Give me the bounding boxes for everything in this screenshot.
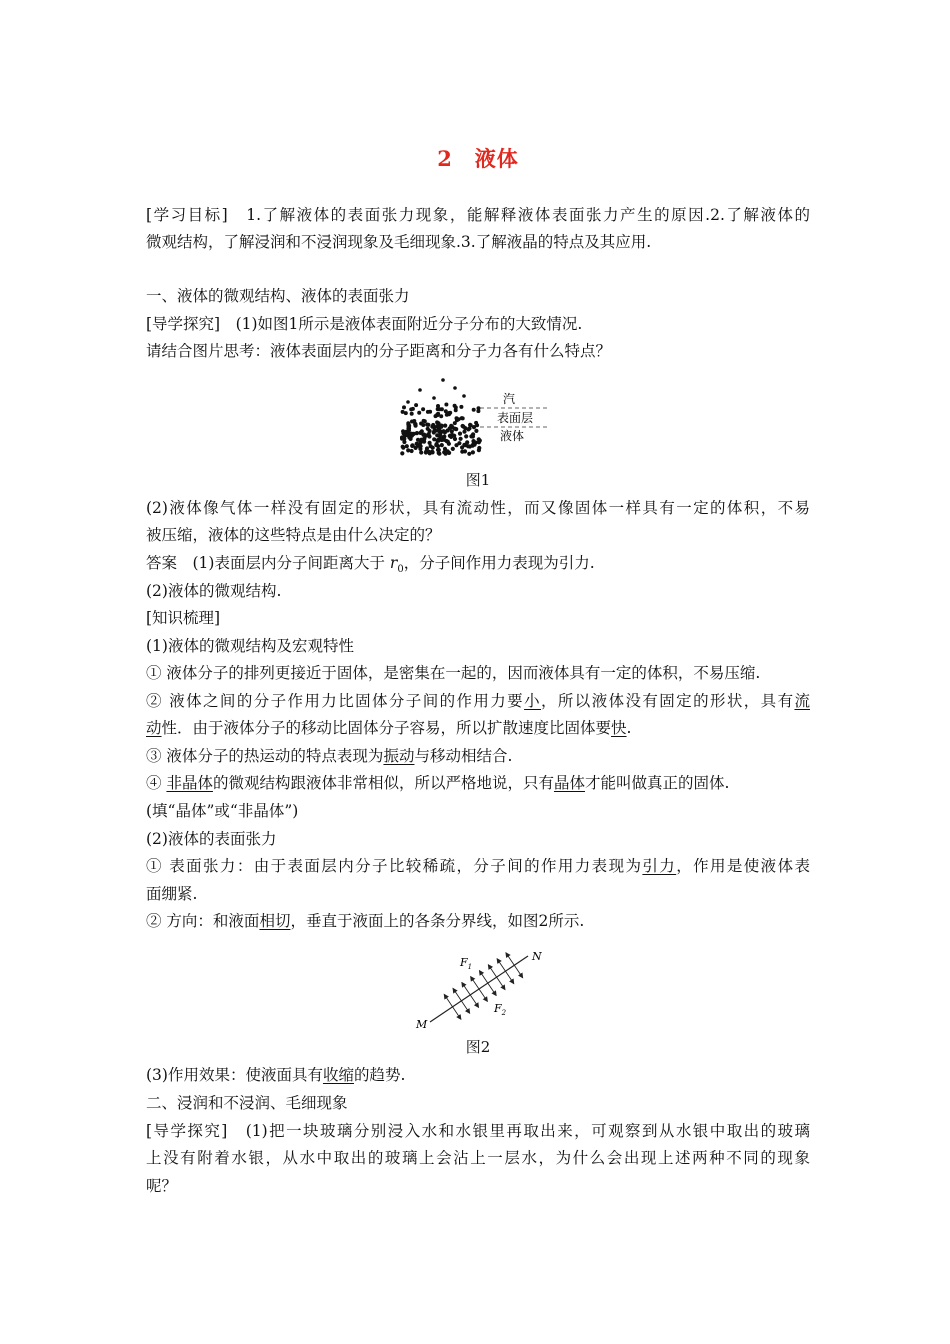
- knowledge-1-item-3: ③ 液体分子的热运动的特点表现为振动与移动相结合.: [146, 747, 513, 765]
- learning-goals-line-2: 微观结构，了解浸润和不浸润现象及毛细现象.3.了解液晶的特点及其应用.: [146, 233, 652, 251]
- section-2-inquiry-line-2: 上没有附着水银，从水中取出的玻璃上会沾上一层水，为什么会出现上述两种不同的现象: [146, 1149, 810, 1167]
- force-arrow: [470, 995, 478, 1008]
- force-arrow: [444, 994, 452, 1006]
- molecule-dot: [469, 434, 473, 438]
- molecule-dot: [410, 449, 414, 453]
- knowledge-2-item-2: ② 方向：和液面相切，垂直于液面上的各条分界线，如图2所示.: [146, 912, 585, 930]
- molecule-dot: [437, 452, 441, 456]
- molecule-dot: [471, 450, 475, 454]
- molecule-dot: [414, 403, 418, 407]
- inquiry-line-1: [导学探究] (1)如图1所示是液体表面附近分子分布的大致情况.: [146, 315, 583, 333]
- molecule-dot: [449, 435, 453, 439]
- molecule-dot: [444, 403, 448, 407]
- molecule-dot: [447, 412, 451, 416]
- molecule-dot: [434, 443, 438, 447]
- molecule-dot: [424, 434, 428, 438]
- molecule-dot: [414, 446, 418, 450]
- knowledge-2-item-1: ① 表面张力：由于表面层内分子比较稀疏，分子间的作用力表现为引力，作用是使液体表: [146, 857, 810, 875]
- inquiry-line-2: 请结合图片思考：液体表面层内的分子距离和分子力各有什么特点？: [146, 342, 612, 360]
- question-2-line-1: (2)液体像气体一样没有固定的形状，具有流动性，而又像固体一样具有一定的体积，不易: [146, 499, 810, 517]
- molecule-dot: [436, 404, 440, 408]
- molecule-dot: [411, 407, 415, 411]
- figure-1-caption: 图1: [465, 471, 491, 489]
- molecule-dot: [459, 437, 463, 441]
- molecule-dot: [477, 440, 481, 444]
- molecule-dot: [410, 412, 414, 416]
- molecule-dot: [432, 430, 436, 434]
- molecule-dot: [437, 422, 441, 426]
- molecule-dot: [440, 443, 444, 447]
- molecule-dot: [472, 425, 476, 429]
- molecule-dot: [402, 437, 406, 441]
- label-gas: 汽: [503, 392, 516, 406]
- figure-1-molecule-diagram: [400, 374, 560, 458]
- answer-2: (2)液体的微观结构.: [146, 582, 282, 600]
- learning-goals-line-1: [学习目标] 1.了解液体的表面张力现象，能解释液体表面张力产生的原因.2.了解液体的: [146, 206, 810, 224]
- label-f2: $F_2$: [494, 1002, 507, 1017]
- molecule-dot: [407, 435, 411, 439]
- knowledge-heading: [知识梳理]: [146, 609, 221, 627]
- molecule-dot: [432, 396, 436, 400]
- force-arrow: [488, 983, 496, 995]
- force-arrow: [453, 1007, 461, 1020]
- fill-in-hint: (填“晶体”或“非晶体”): [146, 802, 299, 820]
- force-arrow: [479, 971, 487, 984]
- molecule-dot: [442, 450, 446, 454]
- label-liquid: 液体: [500, 429, 525, 443]
- molecule-dot: [454, 427, 458, 431]
- label-m: M: [416, 1018, 428, 1031]
- molecule-dot: [453, 386, 457, 390]
- molecule-dot: [464, 434, 468, 438]
- molecule-dot: [428, 451, 432, 455]
- force-arrow: [514, 965, 522, 978]
- molecule-dot: [402, 405, 406, 409]
- molecule-dot: [472, 408, 476, 412]
- section-2-heading: 二、浸润和不浸润、毛细现象: [146, 1094, 348, 1112]
- molecule-dot: [435, 438, 439, 442]
- molecule-dot: [421, 423, 425, 427]
- knowledge-2-item-1-cont: 面绷紧.: [146, 885, 198, 903]
- question-2-line-2: 被压缩，液体的这些特点是由什么决定的？: [146, 526, 441, 544]
- molecule-dot: [461, 424, 465, 428]
- force-arrow: [479, 989, 487, 1001]
- molecule-dot: [436, 412, 440, 416]
- molecule-dot: [437, 448, 441, 452]
- molecule-dot: [459, 405, 463, 409]
- molecule-dot: [401, 410, 405, 414]
- knowledge-2-title: (2)液体的表面张力: [146, 830, 277, 848]
- figure-2-caption: 图2: [465, 1038, 491, 1056]
- force-arrow: [506, 953, 514, 965]
- molecule-dot: [442, 429, 446, 433]
- molecule-dot: [425, 446, 429, 450]
- molecule-dot: [439, 414, 443, 418]
- molecule-dot: [406, 426, 410, 430]
- molecule-dot: [401, 446, 405, 450]
- molecule-dots: [400, 378, 482, 456]
- knowledge-1-item-2-cont: 动性．由于液体分子的移动比固体分子容易，所以扩散速度比固体要快.: [146, 719, 632, 737]
- molecule-dot: [422, 419, 426, 423]
- molecule-dot: [450, 429, 454, 433]
- label-surface-layer: 表面层: [497, 411, 534, 425]
- molecule-dot: [418, 388, 422, 392]
- force-arrow: [497, 977, 505, 990]
- section-2-inquiry-line-3: 呢？: [146, 1177, 178, 1195]
- molecule-dot: [424, 450, 428, 454]
- molecule-dot: [474, 429, 478, 433]
- molecule-dot: [468, 444, 472, 448]
- section-2-inquiry-line-1: [导学探究] (1)把一块玻璃分别浸入水和水银里再取出来，可观察到从水银中取出的玻璃: [146, 1122, 810, 1140]
- molecule-dot: [441, 378, 445, 382]
- molecule-dot: [428, 441, 432, 445]
- molecule-dot: [437, 429, 441, 433]
- molecule-dot: [420, 429, 424, 433]
- molecule-dot: [430, 425, 434, 429]
- molecule-dot: [417, 411, 421, 415]
- molecule-dot: [460, 450, 464, 454]
- molecule-dot: [406, 400, 410, 404]
- knowledge-3: (3)作用效果：使液面具有收缩的趋势.: [146, 1066, 406, 1084]
- molecule-dot: [421, 407, 425, 411]
- molecule-dot: [426, 423, 430, 427]
- force-arrow: [462, 983, 470, 995]
- knowledge-1-item-4: ④ 非晶体的微观结构跟液体非常相似，所以严格地说，只有晶体才能叫做真正的固体.: [146, 774, 730, 792]
- molecule-dot: [462, 394, 466, 398]
- molecule-dot: [474, 421, 478, 425]
- knowledge-1-title: (1)液体的微观结构及宏观特性: [146, 637, 354, 655]
- knowledge-1-item-2: ② 液体之间的分子作用力比固体分子间的作用力要小，所以液体没有固定的形状，具有流: [146, 692, 810, 710]
- force-arrow: [471, 977, 479, 989]
- molecule-dot: [446, 440, 450, 444]
- molecule-dot: [462, 430, 466, 434]
- molecule-dot: [476, 409, 480, 413]
- molecule-dot: [477, 446, 481, 450]
- answer-1: 答案 (1)表面层内分子间距离大于 $r_0$，分子间作用力表现为引力.: [146, 554, 595, 576]
- molecule-dot: [467, 452, 471, 456]
- molecule-dot: [451, 447, 455, 451]
- molecule-dot: [400, 451, 404, 455]
- molecule-dot: [458, 432, 462, 436]
- molecule-dot: [426, 427, 430, 431]
- molecule-dot: [419, 438, 423, 442]
- force-arrow: [488, 965, 496, 977]
- molecule-dot: [431, 446, 435, 450]
- force-arrow: [497, 959, 505, 972]
- molecule-dot: [443, 424, 447, 428]
- label-f1: $F_1$: [460, 956, 473, 971]
- force-arrow: [461, 1001, 469, 1013]
- molecule-dot: [468, 423, 472, 427]
- force-arrow: [506, 971, 514, 983]
- page-title: 2 液体: [437, 146, 519, 171]
- molecule-dot: [426, 410, 430, 414]
- molecule-dot: [462, 443, 466, 447]
- molecule-dot: [413, 422, 417, 426]
- molecule-dot: [454, 408, 458, 412]
- molecule-dot: [454, 443, 458, 447]
- molecule-dot: [466, 427, 470, 431]
- label-n: N: [532, 950, 542, 963]
- molecule-dot: [419, 450, 423, 454]
- molecule-dot: [472, 443, 476, 447]
- force-arrow: [453, 988, 461, 1001]
- molecule-dot: [453, 421, 457, 425]
- figure-2-surface-tension-diagram: [408, 942, 548, 1032]
- section-1-heading: 一、液体的微观结构、液体的表面张力: [146, 287, 410, 305]
- molecule-dot: [457, 417, 461, 421]
- knowledge-1-item-1: ① 液体分子的排列更接近于固体，是密集在一起的，因而液体具有一定的体积，不易压缩.: [146, 664, 761, 682]
- molecule-dot: [410, 420, 414, 424]
